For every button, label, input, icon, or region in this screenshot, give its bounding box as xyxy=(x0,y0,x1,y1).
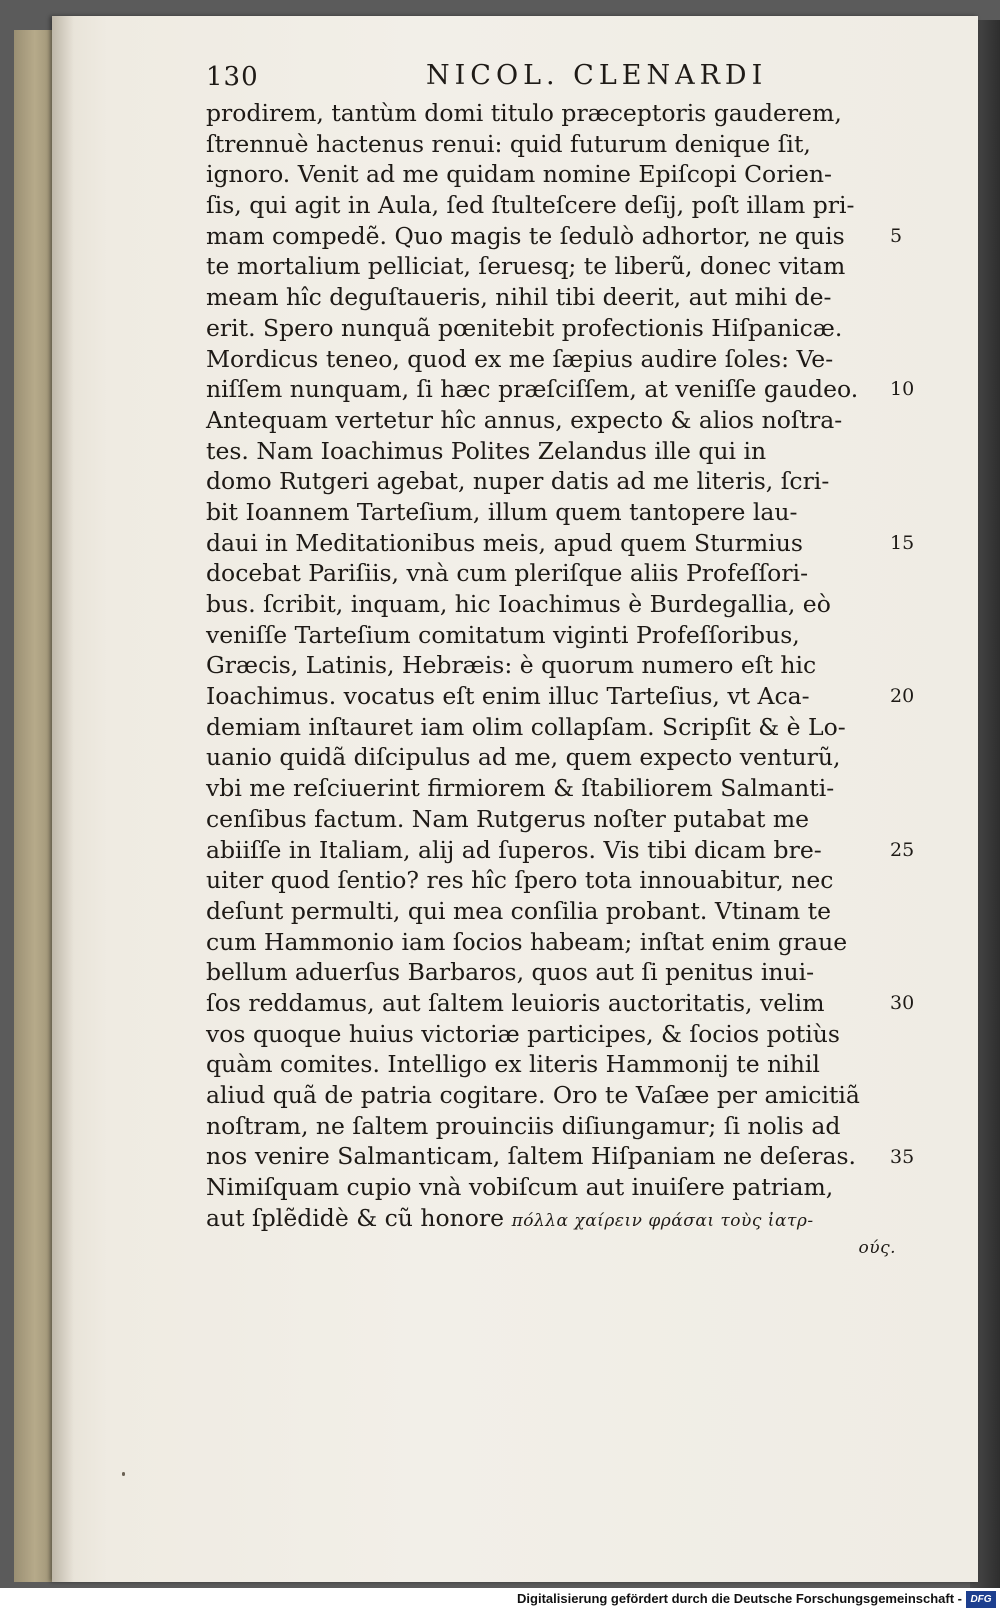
text-line-content: Mordicus teneo, quod ex me ſæpius audire ſoles: Ve- xyxy=(206,344,834,373)
text-line xyxy=(206,344,896,375)
text-line-content: veniſſe Tarteſium comitatum viginti Profeſſoribus, xyxy=(206,620,800,649)
text-line xyxy=(206,1019,896,1050)
text-line-content: ſtrennuè hactenus renui: quid futurum denique ſit, xyxy=(206,129,811,158)
text-line xyxy=(206,927,896,958)
text-line-content: ignoro. Venit ad me quidam nomine Epiſcopi Corien- xyxy=(206,160,832,189)
text-line-content: niſſem nunquam, ſi hæc præſciſſem, at veniſſe gaudeo. xyxy=(206,375,859,404)
text-line-content: cum Hammonio iam ſocios habeam; inſtat enim graue xyxy=(206,927,848,956)
text-line-content: nos venire Salmanticam, ſaltem Hiſpaniam ne deſeras. xyxy=(206,1142,857,1171)
text-line xyxy=(206,1203,896,1234)
body-text xyxy=(206,98,896,1264)
text-line xyxy=(206,221,896,252)
text-line-content: bus. ſcribit, inquam, hic Ioachimus è Burdegallia, eò xyxy=(206,590,831,618)
line-number: 20 xyxy=(890,685,915,708)
text-line xyxy=(206,98,896,129)
text-line xyxy=(206,681,896,712)
text-line-content: tes. Nam Ioachimus Polites Zelandus ille qui in xyxy=(206,436,767,465)
text-line xyxy=(206,650,896,681)
greek-continuation: ούς. xyxy=(858,1238,896,1259)
line-number: 10 xyxy=(890,378,915,401)
line-number: 30 xyxy=(890,992,915,1015)
text-line-content: Ioachimus. vocatus eſt enim illuc Tarteſius, vt Aca- xyxy=(206,682,810,711)
paper-speck xyxy=(122,1472,125,1476)
page-number: 130 xyxy=(206,62,259,92)
text-line-content: cenſibus factum. Nam Rutgerus noſter putabat me xyxy=(206,804,810,833)
line-number: 15 xyxy=(890,531,915,554)
text-line xyxy=(206,528,896,559)
text-line xyxy=(206,865,896,896)
text-line-content: Nimiſquam cupio vnà vobiſcum aut inuiſere patriam, xyxy=(206,1173,834,1202)
text-line xyxy=(206,251,896,282)
text-line-content: deſunt permulti, qui mea conſilia probant. Vtinam te xyxy=(206,896,832,925)
text-line xyxy=(206,988,896,1019)
text-line xyxy=(206,159,896,190)
text-line xyxy=(206,497,896,528)
dfg-logo: DFG xyxy=(966,1591,996,1608)
text-line xyxy=(206,1111,896,1142)
digitization-credit: Digitalisierung gefördert durch die Deutsche Forschungsgemeinschaft - xyxy=(517,1591,962,1606)
text-line-content: bit Ioannem Tarteſium, illum quem tantopere lau- xyxy=(206,497,798,526)
text-line-content: uanio quidã diſcipulus ad me, quem expecto venturũ, xyxy=(206,743,841,772)
text-line xyxy=(206,589,896,620)
text-line-content: Antequam vertetur hîc annus, expecto & alios noſtra- xyxy=(206,405,843,434)
running-title: NICOL. CLENARDI xyxy=(426,60,768,91)
text-line-content: demiam inſtauret iam olim collapſam. Scripſit & è Lo- xyxy=(206,712,846,741)
text-line xyxy=(206,712,896,743)
text-line xyxy=(206,466,896,497)
line-number: 5 xyxy=(890,224,903,247)
greek-phrase: πόλλα χαίρειν φράσαι τοὺς ἰατρ- xyxy=(511,1210,814,1231)
text-line-content: mam compedẽ. Quo magis te ſedulò adhortor, ne quis xyxy=(206,221,845,250)
text-line xyxy=(206,313,896,344)
text-line-content: erit. Spero nunquã pœnitebit profectionis Hiſpanicæ. xyxy=(206,313,843,342)
text-line-content: daui in Meditationibus meis, apud quem Sturmius xyxy=(206,528,803,557)
text-line-content: noſtram, ne ſaltem prouinciis diſiungamur; ſi nolis ad xyxy=(206,1111,841,1140)
text-line-content: aut ſplẽdidè & cũ honore xyxy=(206,1203,505,1232)
text-line xyxy=(206,190,896,221)
text-line-content: vbi me reſciuerint firmiorem & ſtabiliorem Salmanti- xyxy=(206,774,835,803)
text-line-content: abiiſſe in Italiam, alij ad ſuperos. Vis tibi dicam bre- xyxy=(206,835,822,864)
text-line-content: uiter quod ſentio? res hîc ſpero tota innouabitur, nec xyxy=(206,866,834,895)
text-line-content: prodirem, tantùm domi titulo præceptoris gauderem, xyxy=(206,99,842,127)
text-line-content: quàm comites. Intelligo ex literis Hammonij te nihil xyxy=(206,1050,820,1079)
text-line xyxy=(206,773,896,804)
text-line xyxy=(206,835,896,866)
text-line xyxy=(206,620,896,651)
text-line-content: vos quoque huius victoriæ participes, & ſocios potiùs xyxy=(206,1019,840,1048)
text-line xyxy=(206,742,896,773)
text-line-content: docebat Pariſiis, vnà cum pleriſque aliis Profeſſori- xyxy=(206,559,809,588)
text-line xyxy=(206,282,896,313)
text-line xyxy=(206,804,896,835)
text-line xyxy=(206,1172,896,1203)
text-line xyxy=(206,436,896,467)
text-line-content: meam hîc deguſtaueris, nihil tibi deerit, aut mihi de- xyxy=(206,283,832,312)
text-line xyxy=(206,1049,896,1080)
text-line xyxy=(206,1141,896,1172)
text-line xyxy=(206,957,896,988)
spine-shadow xyxy=(52,16,74,1582)
text-line xyxy=(206,1080,896,1111)
text-line xyxy=(206,405,896,436)
text-line xyxy=(206,374,896,405)
line-number: 35 xyxy=(890,1145,915,1168)
line-number: 25 xyxy=(890,838,915,861)
text-line xyxy=(206,129,896,160)
text-line xyxy=(206,558,896,589)
footer xyxy=(0,1588,1000,1613)
text-line-content: ſos reddamus, aut ſaltem leuioris auctoritatis, velim xyxy=(206,988,825,1017)
page-header xyxy=(206,52,918,92)
text-line-content: ſis, qui agit in Aula, ſed ſtulteſcere deſij, poſt illam pri- xyxy=(206,191,855,220)
text-line-content: Græcis, Latinis, Hebræis: è quorum numero eſt hic xyxy=(206,651,817,680)
text-line-content: aliud quã de patria cogitare. Oro te Vaſæe per amicitiã xyxy=(206,1081,860,1109)
text-line-content: te mortalium pelliciat, ſeruesq; te liberũ, donec vitam xyxy=(206,252,846,281)
text-line-content: domo Rutgeri agebat, nuper datis ad me literis, ſcri- xyxy=(206,467,830,496)
text-line-content: bellum aduerſus Barbaros, quos aut ſi penitus inui- xyxy=(206,958,815,987)
text-line xyxy=(206,896,896,927)
